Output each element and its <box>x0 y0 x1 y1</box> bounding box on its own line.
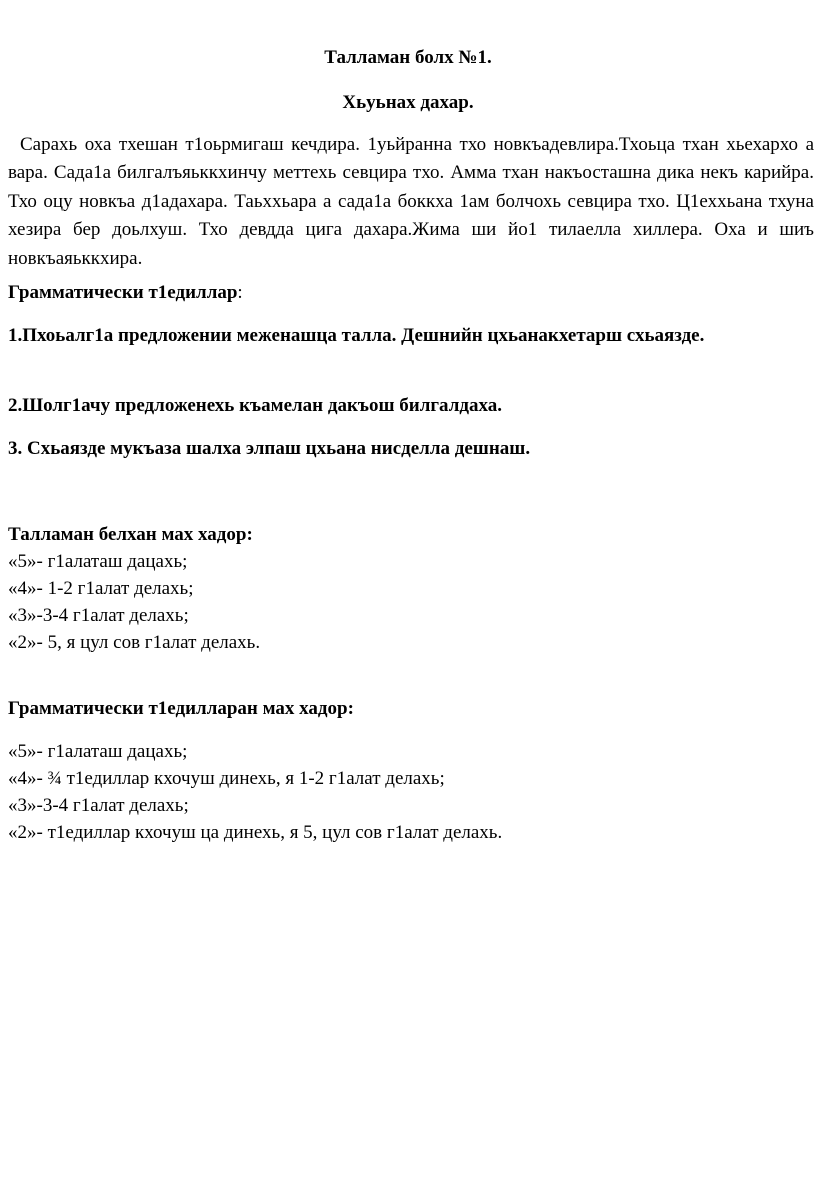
grading-heading: Талламан белхан мах хадор: <box>8 524 253 545</box>
grammar-grading-item: «2»- т1едиллар кхочуш ца динехь, я 5, цул сов г1алат делахь. <box>8 822 503 843</box>
task-item-3: 3. Схьаязде мукъаза шалха элпаш цхьана нисделла дешнаш. <box>8 438 531 459</box>
grading-item: «5»- г1алаташ дацахь; <box>8 551 188 572</box>
grading-item: «3»-3-4 г1алат делахь; <box>8 605 189 626</box>
grammar-grading-list <box>8 738 502 846</box>
grammar-grading-item: «4»- ¾ т1едиллар кхочуш динехь, я 1-2 г1алат делахь; <box>8 768 445 789</box>
grammar-heading-colon: : <box>237 282 243 303</box>
grammar-heading <box>8 279 814 306</box>
grammar-grading-item: «5»- г1алаташ дацахь; <box>8 741 188 762</box>
grammar-grading-item: «3»-3-4 г1алат делахь; <box>8 795 189 816</box>
grammar-grading-heading: Грамматически т1едилларан мах хадор: <box>8 698 354 719</box>
grading-item: «2»- 5, я цул сов г1алат делахь. <box>8 632 261 653</box>
task-item-2: 2.Шолг1ачу предложенехь къамелан дакъош билгалдаха. <box>8 395 502 416</box>
document-title: Талламан болх №1. <box>324 47 492 68</box>
grading-list <box>8 548 260 656</box>
grading-item: «4»- 1-2 г1алат делахь; <box>8 578 194 599</box>
document-subtitle: Хьуьнах дахар. <box>342 92 474 113</box>
dictation-paragraph: Сарахь оха тхешан т1оьрмигаш кечдира. 1уьйранна тхо новкъадевлира.Тхоьца тхан хьехархо а вара. Сада1а билгалъяьккхинчу меттехь севцира тхо. Амма тхан накъосташна дика некъ карийра. Тхо оцу новкъа д1адахара. Таьххьара а сада1а боккха 1ам болчохь севцира тхо. Ц1еххьана тхуна хезира бер доьлхуш. Тхо девдда цига дахара.Жима ши йо1 тилаелла хиллера. Оха и шиъ новкъаяьккхира. <box>8 134 814 269</box>
task-item-1: 1.Пхоьалг1а предложении меженашца талла. Дешнийн цхьанакхетарш схьаязде. <box>8 325 705 346</box>
grammar-heading-text: Грамматически т1едиллар <box>8 282 238 303</box>
